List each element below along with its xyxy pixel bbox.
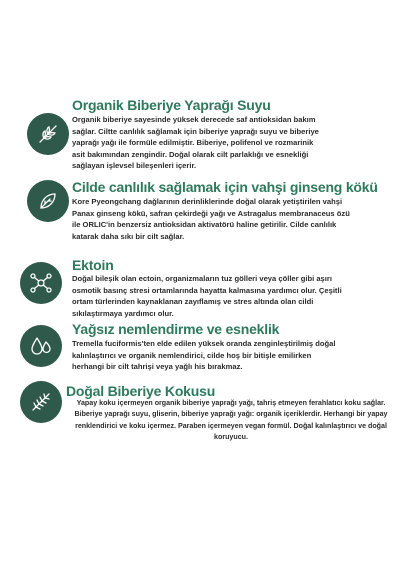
description-line: Doğal bileşik olan ectoin, organizmaların tuz gölleri veya çöller gibi aşırı — [72, 274, 332, 283]
section-description — [72, 338, 335, 373]
section-title: Organik Biberiye Yaprağı Suyu — [72, 97, 271, 113]
description-line: sağlayan işlevsel bileşenleri içerir. — [72, 161, 197, 170]
rosemary-sprig-icon — [20, 381, 62, 423]
rosemary-leaf-icon — [27, 113, 69, 155]
description-line: ortam türlerinden kaynaklanan zayıflamış ve stres altında olan cildi — [72, 297, 314, 306]
section-description — [72, 273, 342, 319]
section-title: Doğal Biberiye Kokusu — [66, 383, 216, 399]
description-line: yaprağı yağı ile formüle edilmiştir. Biberiye, polifenol ve rozmarinik — [72, 138, 314, 147]
description-line: Kore Pyeongchang dağlarının derinliklerinde doğal olarak yetiştirilen vahşi — [72, 197, 343, 206]
description-line: Yapay koku içermeyen organik biberiye yaprağı yağı, tahriş etmeyen ferahlatıcı koku sağlar. — [76, 399, 386, 407]
description-line: osmotik basınç stresi ortamlarında hayatta kalmasına yardımcı olur. Çeşitli — [72, 285, 342, 295]
description-line: asit bakımından zengindir. Doğal olarak cilt parlaklığı ve esnekliği — [72, 149, 309, 159]
description-line: Panax ginseng kökü, safran çekirdeği yağı ve Astragalus membranaceus özü — [72, 208, 350, 218]
description-line: Tremella fuciformis'ten elde edilen yüksek oranda zenginleştirilmiş doğal — [72, 339, 336, 348]
section-title: Ektoin — [72, 257, 114, 273]
section-title: Cilde canlılık sağlamak için vahşi ginseng kökü — [72, 179, 378, 195]
description-line: katarak daha sıkı bir cilt sağlar. — [72, 231, 185, 241]
description-line: herhangi bir cilt tahrişi veya yağlı his bırakmaz. — [72, 362, 243, 371]
section-title: Yağsız nemlendirme ve esneklik — [72, 321, 280, 337]
molecule-icon — [20, 262, 62, 304]
section-description — [62, 398, 400, 443]
description-line: Biberiye yaprağı suyu, gliserin, biberiye yaprağı yağı: organik içeriklerdir. Herhangi bir yapay — [74, 410, 388, 419]
ginseng-leaf-icon — [27, 180, 69, 222]
description-line: kalınlaştırıcı ve organik nemlendirici, cilde hoş bir bitişle emilirken — [72, 350, 312, 360]
description-line: koruyucu. — [214, 432, 248, 441]
description-line: sıkılaştırmaya yardımcı olur. — [72, 308, 174, 318]
description-line: Organik biberiye sayesinde yüksek derecede saf antioksidan bakım — [72, 115, 316, 124]
section-description — [72, 196, 350, 242]
description-line: sağlar. Ciltte canlılık sağlamak için biberiye yaprağı suyu ve biberiye — [72, 126, 319, 136]
water-drops-icon — [20, 325, 62, 367]
section-description — [72, 114, 319, 172]
description-line: renklendirici ve koku içermez. Paraben içermeyen vegan formül. Doğal kalınlaştırıcı ve doğal — [75, 421, 387, 430]
description-line: ile ORLIC'in benzersiz antioksidan aktivatörü haline getirilir. Cilde canlılık — [72, 220, 337, 229]
